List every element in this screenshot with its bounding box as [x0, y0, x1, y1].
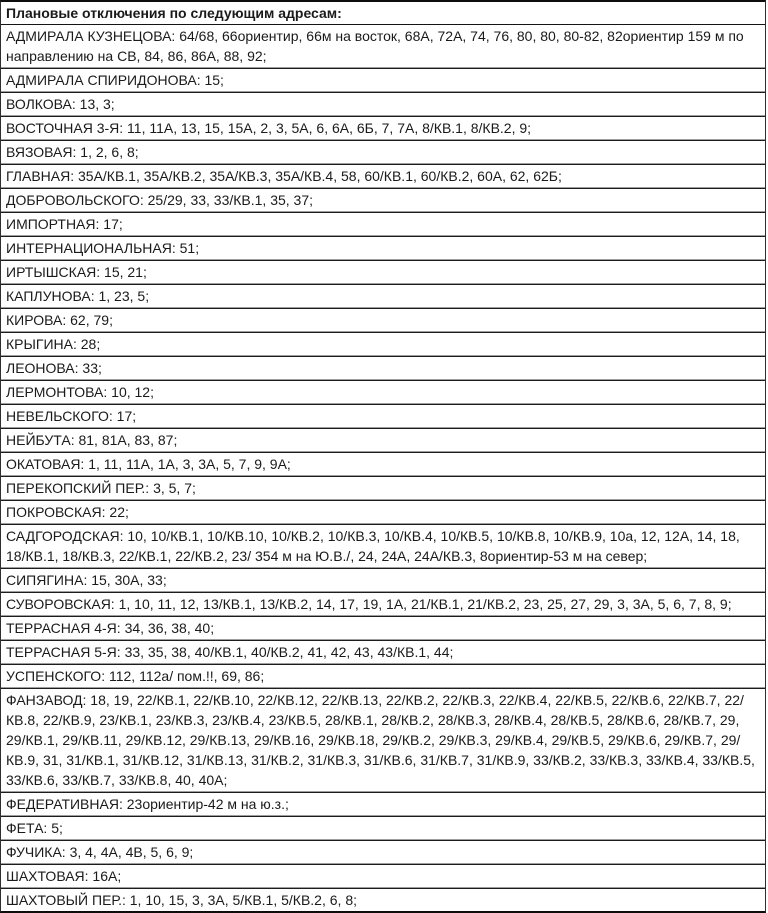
address-list: 1, 10, 15, 3, 3А, 5/КВ.1, 5/КВ.2, 6, 8;: [129, 892, 357, 908]
address-list: 3, 4, 4А, 4В, 5, 6, 9;: [69, 844, 194, 860]
address-list: 1, 10, 11, 12, 13/КВ.1, 13/КВ.2, 14, 17, 19, 1А, 21/КВ.1, 21/КВ.2, 23, 25, 27, 29, 3, 3А, 5, 6, 7, 8, 9;: [118, 596, 732, 612]
street-name: ФЕТА:: [6, 820, 52, 836]
street-name: ЛЕРМОНТОВА:: [6, 384, 112, 400]
table-row: [1, 260, 765, 284]
table-row: [1, 428, 765, 452]
table-body: [1, 25, 765, 911]
street-name: ИРТЫШСКАЯ:: [6, 264, 105, 280]
address-list: 17;: [116, 408, 137, 424]
table-row: [1, 840, 765, 864]
address-list: 1, 23, 5;: [98, 288, 150, 304]
table-row: [1, 864, 765, 888]
street-name: НЕЙБУТА:: [6, 432, 79, 448]
table-row: [1, 284, 765, 308]
table-row: [1, 476, 765, 500]
street-name: СИПЯГИНА:: [6, 572, 92, 588]
street-name: АДМИРАЛА КУЗНЕЦОВА:: [6, 28, 180, 44]
table-row: [1, 68, 765, 92]
address-list: 1, 11, 11А, 1А, 3, 3А, 5, 7, 9, 9А;: [88, 456, 291, 472]
street-name: СУВОРОВСКАЯ:: [6, 596, 119, 612]
street-name: НЕВЕЛЬСКОГО:: [6, 408, 117, 424]
table-row: [1, 188, 765, 212]
address-list: 64/68, 66ориентир, 66м на восток, 68А, 72А, 74, 76, 80, 80, 80-82, 82ориентир 159 м по направлению на СВ, 84, 86, 86А, 88, 92;: [6, 28, 744, 64]
table-row: [1, 500, 765, 524]
street-name: УСПЕНСКОГО:: [6, 668, 109, 684]
street-name: КРЫГИНА:: [6, 336, 81, 352]
street-name: ОКАТОВАЯ:: [6, 456, 89, 472]
table-row: [1, 640, 765, 664]
address-list: 112, 112а/ пом.!!, 69, 86;: [108, 668, 265, 684]
table-header-row: [1, 2, 765, 25]
table-row: [1, 25, 765, 68]
street-name: ТЕРРАСНАЯ 5-Я:: [6, 644, 125, 660]
table-row: [1, 380, 765, 404]
table-row: [1, 592, 765, 616]
street-name: САДГОРОДСКАЯ:: [6, 528, 128, 544]
table-row: [1, 308, 765, 332]
address-list: 15, 30А, 33;: [91, 572, 167, 588]
address-list: 35А/КВ.1, 35А/КВ.2, 35А/КВ.3, 35А/КВ.4, 58, 60/КВ.1, 60/КВ.2, 60А, 62, 62Б;: [78, 168, 562, 184]
street-name: ЛЕОНОВА:: [6, 360, 83, 376]
table-row: [1, 236, 765, 260]
address-list: 17;: [103, 216, 123, 232]
address-list: 16А;: [92, 868, 122, 884]
address-list: 3, 5, 7;: [153, 480, 196, 496]
table-row: [1, 816, 765, 840]
address-list: 25/29, 33, 33/КВ.1, 35, 37;: [147, 192, 314, 208]
street-name: ТЕРРАСНАЯ 4-Я:: [6, 620, 125, 636]
street-name: ВОЛКОВА:: [6, 96, 80, 112]
table-row: [1, 92, 765, 116]
table-row: [1, 164, 765, 188]
address-list: 11, 11А, 13, 15, 15А, 2, 3, 5А, 6, 6А, 6Б, 7, 7А, 8/КВ.1, 8/КВ.2, 9;: [127, 120, 532, 136]
table-row: [1, 568, 765, 592]
street-name: ВОСТОЧНАЯ 3-Я:: [6, 120, 128, 136]
street-name: ГЛАВНАЯ:: [6, 168, 78, 184]
street-name: ШАХТОВАЯ:: [6, 868, 93, 884]
address-list: 34, 36, 38, 40;: [124, 620, 215, 636]
table-row: [1, 116, 765, 140]
table-row: [1, 688, 765, 792]
address-list: 10, 10/КВ.1, 10/КВ.10, 10/КВ.2, 10/КВ.3, 10/КВ.4, 10/КВ.5, 10/КВ.8, 10/КВ.9, 10а, 12, 12А, 14, 18, 18/КВ.1, 18/КВ.3, 22/КВ.1, 22/КВ.2, 23/ 354 м на Ю.В./, 24, 24А, 24А/КВ.3, 8ориентир-53 м на север;: [6, 528, 740, 564]
street-name: ИМПОРТНАЯ:: [6, 216, 104, 232]
street-name: ПОКРОВСКАЯ:: [6, 504, 110, 520]
table-row: [1, 616, 765, 640]
table-row: [1, 140, 765, 164]
address-list: 15, 21;: [104, 264, 147, 280]
address-list: 15;: [204, 72, 224, 88]
table-row: [1, 356, 765, 380]
address-list: 62, 79;: [70, 312, 113, 328]
street-name: ВЯЗОВАЯ:: [6, 144, 81, 160]
address-list: 13, 3;: [79, 96, 115, 112]
address-list: 18, 19, 22/КВ.1, 22/КВ.10, 22/КВ.12, 22/КВ.13, 22/КВ.2, 22/КВ.3, 22/КВ.4, 22/КВ.5, 22/КВ.6, 22/КВ.7, 22/КВ.8, 22/КВ.9, 23/КВ.1, 23/КВ.3, 23/КВ.4, 23/КВ.5, 28/КВ.1, 28/КВ.2, 28/КВ.3, 28/КВ.4, 28/КВ.5, 28/КВ.6, 28/КВ.7, 29, 29/КВ.1, 29/КВ.11, 29/КВ.12, 29/КВ.13, 29/КВ.16, 29/КВ.18, 29/КВ.2, 29/КВ.3, 29/КВ.4, 29/КВ.5, 29/КВ.6, 29/КВ.7, 29/КВ.9, 31, 31/КВ.1, 31/КВ.12, 31/КВ.13, 31/КВ.2, 31/КВ.3, 31/КВ.6, 31/КВ.7, 31/КВ.9, 33/КВ.2, 33/КВ.3, 33/КВ.4, 33/КВ.5, 33/КВ.6, 33/КВ.7, 33/КВ.8, 40, 40А;: [6, 692, 755, 788]
table-title: Плановые отключения по следующим адресам:: [6, 5, 342, 21]
street-name: ФЕДЕРАТИВНАЯ:: [6, 796, 127, 812]
address-list: 33;: [82, 360, 102, 376]
street-name: ШАХТОВЫЙ ПЕР.:: [6, 892, 130, 908]
table-row: [1, 664, 765, 688]
address-list: 28;: [80, 336, 101, 352]
street-name: ИНТЕРНАЦИОНАЛЬНАЯ:: [6, 240, 180, 256]
table-row: [1, 332, 765, 356]
table-row: [1, 452, 765, 476]
table-row: [1, 212, 765, 236]
address-list: 5;: [51, 820, 63, 836]
address-list: 81, 81А, 83, 87;: [78, 432, 178, 448]
table-row: [1, 792, 765, 816]
address-list: 33, 35, 38, 40/КВ.1, 40/КВ.2, 41, 42, 43, 43/КВ.1, 44;: [124, 644, 454, 660]
street-name: ДОБРОВОЛЬСКОГО:: [6, 192, 148, 208]
address-list: 23ориентир-42 м на ю.з.;: [126, 796, 289, 812]
table-row: [1, 888, 765, 911]
table-row: [1, 524, 765, 568]
street-name: КАПЛУНОВА:: [6, 288, 99, 304]
table-row: [1, 404, 765, 428]
street-name: ПЕРЕКОПСКИЙ ПЕР.:: [6, 480, 154, 496]
street-name: ФУЧИКА:: [6, 844, 70, 860]
address-list: 51;: [179, 240, 200, 256]
street-name: ФАНЗАВОД:: [6, 692, 91, 708]
street-name: КИРОВА:: [6, 312, 71, 328]
address-list: 22;: [109, 504, 129, 520]
street-name: АДМИРАЛА СПИРИДОНОВА:: [6, 72, 205, 88]
address-list: 10, 12;: [111, 384, 154, 400]
address-list: 1, 2, 6, 8;: [80, 144, 139, 160]
